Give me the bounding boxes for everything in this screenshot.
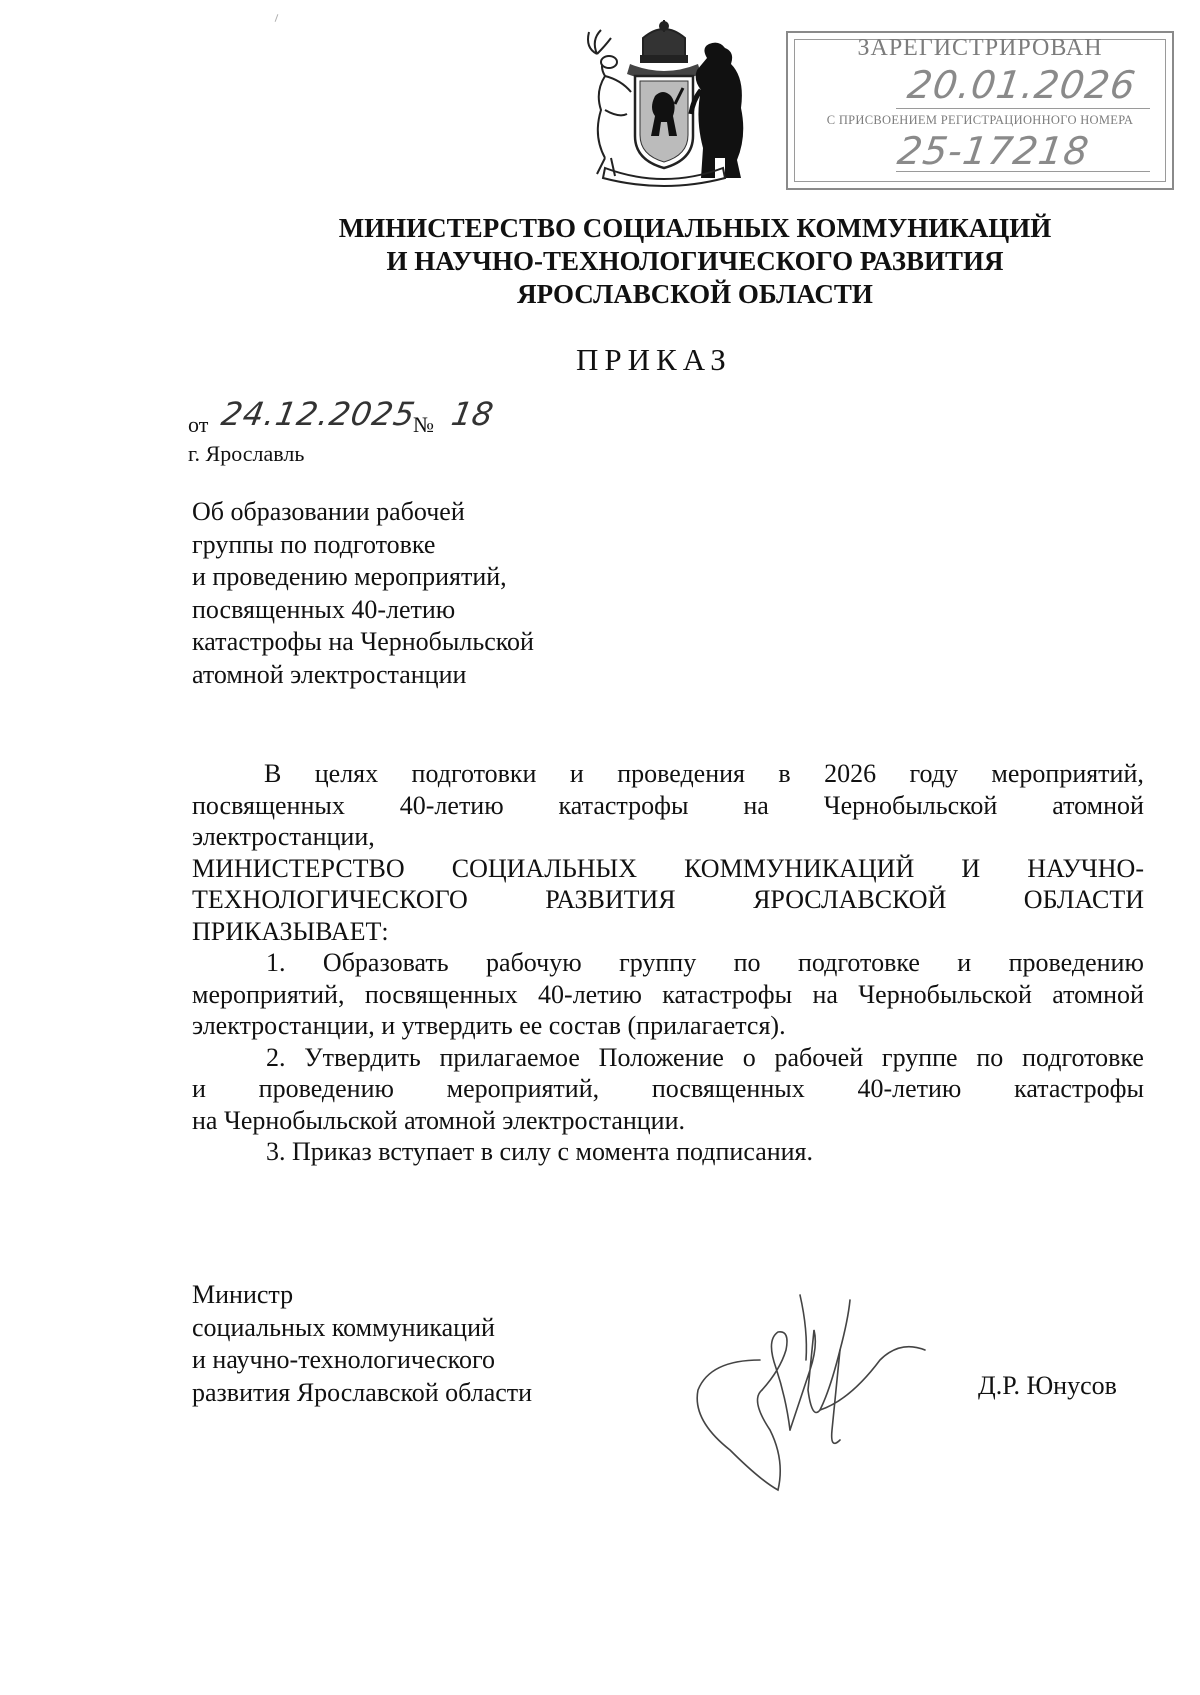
word: ТЕХНОЛОГИЧЕСКОГО bbox=[192, 885, 468, 914]
word: ЯРОСЛАВСКОЙ bbox=[753, 885, 947, 914]
position-line: развития Ярославской области bbox=[192, 1377, 533, 1407]
word: на bbox=[743, 790, 769, 820]
order-number: 18 bbox=[448, 395, 497, 433]
item-1-line: электростанции, и утвердить ее состав (прилагается). bbox=[192, 1011, 786, 1040]
word: И bbox=[961, 853, 981, 883]
word: катастрофы bbox=[662, 979, 793, 1009]
stamp-caption: С ПРИСВОЕНИЕМ РЕГИСТРАЦИОННОГО НОМЕРА bbox=[826, 113, 1134, 127]
yaroslavl-coat-of-arms-icon bbox=[575, 18, 753, 188]
number-label: № bbox=[413, 412, 434, 437]
item-2-line bbox=[192, 1042, 1144, 1074]
stamp-date: 20.01.2026 bbox=[904, 63, 1139, 107]
word: посвященных bbox=[364, 979, 518, 1009]
word: мероприятий, bbox=[446, 1074, 600, 1103]
scan-mark bbox=[275, 14, 279, 22]
word: ОБЛАСТИ bbox=[1023, 885, 1144, 914]
ministry-line: МИНИСТЕРСТВО СОЦИАЛЬНЫХ КОММУНИКАЦИЙ bbox=[338, 213, 1052, 243]
word: посвященных bbox=[192, 790, 345, 820]
ministry-line: И НАУЧНО-ТЕХНОЛОГИЧЕСКОГО РАЗВИТИЯ bbox=[386, 246, 1004, 276]
word: о bbox=[742, 1042, 756, 1072]
word: и bbox=[192, 1074, 206, 1103]
stamp-title: ЗАРЕГИСТРИРОВАН bbox=[857, 35, 1103, 61]
word: НАУЧНО- bbox=[1027, 853, 1144, 883]
word: Утвердить bbox=[304, 1042, 421, 1072]
position-line: социальных коммуникаций bbox=[192, 1312, 495, 1342]
subject-line: Об образовании рабочей bbox=[192, 497, 465, 526]
city: г. Ярославль bbox=[188, 441, 305, 466]
word: КОММУНИКАЦИЙ bbox=[684, 853, 915, 883]
preamble-line bbox=[192, 790, 1144, 822]
registration-stamp bbox=[786, 31, 1174, 190]
word: целях bbox=[314, 759, 379, 788]
word: проведению bbox=[1008, 948, 1144, 977]
signatory-position bbox=[192, 1279, 532, 1409]
decree-line bbox=[192, 853, 1144, 885]
word: 2. bbox=[266, 1042, 286, 1072]
order-date-line bbox=[188, 395, 588, 435]
word: 1. bbox=[266, 948, 286, 977]
order-subject bbox=[192, 496, 534, 692]
document-type-title: ПРИКАЗ bbox=[576, 342, 732, 377]
position-line: и научно-технологического bbox=[192, 1345, 496, 1374]
ministry-header bbox=[290, 212, 1100, 311]
word: катастрофы bbox=[1014, 1074, 1144, 1103]
word: посвященных bbox=[651, 1074, 805, 1103]
word: рабочую bbox=[486, 948, 582, 977]
signatory-name: Д.Р. Юнусов bbox=[978, 1371, 1117, 1400]
word: подготовки bbox=[411, 759, 537, 788]
word: СОЦИАЛЬНЫХ bbox=[451, 853, 638, 883]
word: в bbox=[778, 759, 791, 788]
word: по bbox=[976, 1042, 1004, 1072]
word: мероприятий, bbox=[991, 759, 1144, 788]
word: прилагаемое bbox=[439, 1042, 580, 1072]
order-date: 24.12.2025 bbox=[218, 395, 419, 433]
word: 2026 bbox=[824, 759, 877, 788]
word: году bbox=[909, 759, 958, 788]
word: Чернобыльской bbox=[823, 790, 998, 820]
word: атомной bbox=[1052, 790, 1144, 820]
subject-line: атомной электростанции bbox=[192, 659, 467, 689]
decree-line: ПРИКАЗЫВАЕТ: bbox=[192, 916, 389, 946]
word: подготовке bbox=[797, 948, 920, 977]
word: мероприятий, bbox=[192, 979, 345, 1009]
subject-line: посвященных 40-летию bbox=[192, 594, 456, 624]
decree-line bbox=[192, 884, 1144, 916]
word: подготовке bbox=[1022, 1042, 1144, 1072]
word: проведения bbox=[617, 759, 745, 788]
word: катастрофы bbox=[558, 790, 689, 820]
word: Чернобыльской bbox=[858, 979, 1032, 1009]
word: проведению bbox=[258, 1074, 394, 1103]
word: РАЗВИТИЯ bbox=[545, 885, 676, 914]
item-3-line: 3. Приказ вступает в силу с момента подписания. bbox=[266, 1137, 814, 1166]
stamp-divider bbox=[896, 171, 1150, 172]
preamble-line: электростанции, bbox=[192, 822, 375, 851]
word: Образовать bbox=[322, 948, 449, 977]
subject-line: катастрофы на Чернобыльской bbox=[192, 627, 534, 657]
word: и bbox=[569, 759, 584, 788]
item-1-line bbox=[192, 947, 1144, 979]
word: рабочей bbox=[774, 1042, 864, 1072]
order-body bbox=[192, 758, 1144, 1168]
word: 40-летию bbox=[399, 790, 504, 820]
word: на bbox=[812, 979, 838, 1009]
handwritten-signature bbox=[690, 1290, 940, 1500]
item-2-line: на Чернобыльской атомной электростанции. bbox=[192, 1105, 686, 1135]
item-2-line bbox=[192, 1073, 1144, 1105]
stamp-number: 25-17218 bbox=[894, 129, 1093, 173]
word: Положение bbox=[598, 1042, 724, 1072]
subject-line: и проведению мероприятий, bbox=[192, 562, 507, 592]
stamp-divider bbox=[896, 108, 1150, 109]
word: МИНИСТЕРСТВО bbox=[192, 853, 405, 883]
position-line: Министр bbox=[192, 1280, 294, 1309]
date-label: от bbox=[188, 412, 209, 437]
preamble-line bbox=[192, 758, 1144, 790]
word: атомной bbox=[1052, 979, 1144, 1009]
word: по bbox=[733, 948, 761, 977]
word: 40-летию bbox=[857, 1074, 962, 1103]
ministry-line: ЯРОСЛАВСКОЙ ОБЛАСТИ bbox=[517, 279, 873, 309]
item-1-line bbox=[192, 979, 1144, 1011]
word: группе bbox=[881, 1042, 958, 1072]
word: В bbox=[264, 759, 282, 788]
word: и bbox=[957, 948, 972, 977]
word: 40-летию bbox=[538, 979, 642, 1009]
word: группу bbox=[619, 948, 697, 977]
subject-line: группы по подготовке bbox=[192, 529, 436, 559]
